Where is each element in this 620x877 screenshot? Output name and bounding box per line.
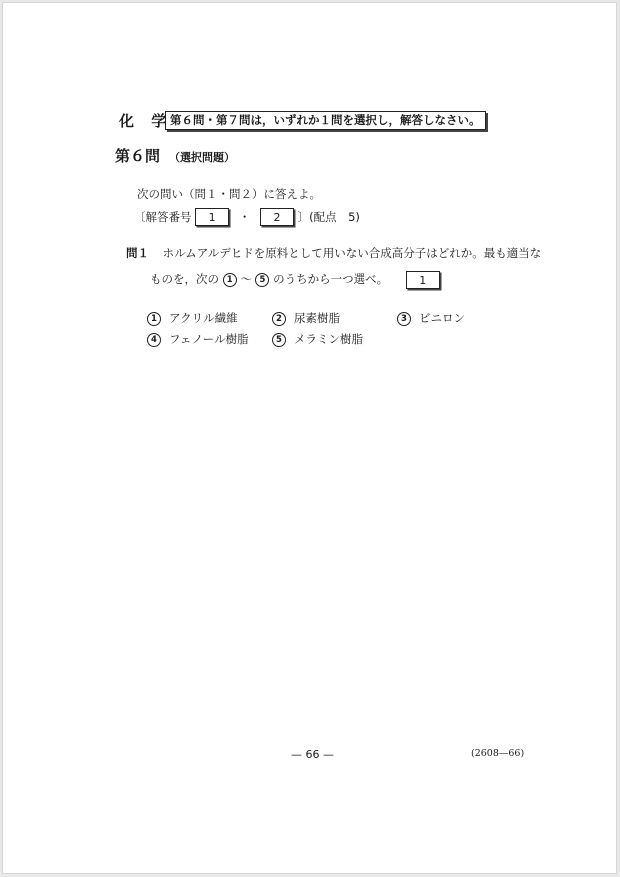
question-1-answer-box: 1 [406, 271, 440, 289]
question-1-text: ホルムアルデヒドを原料として用いない合成高分子はどれか。最も適当な [162, 246, 542, 260]
question-6-title: 第６問 [115, 147, 161, 165]
choice-2 [272, 310, 340, 326]
circled-number-icon: 3 [397, 312, 411, 326]
circled-number-icon: 1 [147, 312, 161, 326]
range-separator: 〜 [240, 272, 252, 286]
choice-label: フェノール樹脂 [169, 332, 249, 346]
answer-box-2: 2 [260, 208, 294, 226]
choice-label: メラミン樹脂 [294, 332, 363, 346]
selection-instruction-box: 第６問・第７問は，いずれか１問を選択し，解答しなさい。 [165, 111, 486, 130]
choice-label: ビニロン [419, 311, 465, 325]
question-6-intro: 次の問い（問１・問２）に答えよ。 [137, 187, 321, 201]
question-1-line-2 [150, 269, 440, 289]
choice-label: 尿素樹脂 [294, 311, 340, 325]
circled-number-1-icon: 1 [223, 273, 237, 287]
question-6-subtitle: （選択問題） [169, 151, 235, 164]
subject-heading: 化 学 [119, 112, 173, 130]
circled-number-icon: 5 [272, 333, 286, 347]
choice-label: アクリル繊維 [169, 311, 238, 325]
question-1-label: 問１ [126, 246, 149, 260]
exam-page [2, 2, 617, 874]
question-1-text-pre: ものを，次の [150, 272, 219, 286]
circled-number-icon: 2 [272, 312, 286, 326]
choice-4 [147, 331, 249, 347]
answer-separator: ・ [238, 209, 251, 224]
circled-number-5-icon: 5 [255, 273, 269, 287]
answer-number-suffix: 〕(配点 5) [297, 209, 360, 224]
answer-number-row [134, 206, 360, 226]
choice-1 [147, 310, 238, 326]
question-1-text-post: のうちから一つ選べ。 [273, 272, 389, 286]
page-number: — 66 — [291, 748, 334, 761]
document-code: (2608—66) [471, 748, 525, 759]
choice-5 [272, 331, 363, 347]
question-1-line-1 [126, 245, 541, 261]
answer-box-1: 1 [195, 208, 229, 226]
choice-3 [397, 310, 465, 326]
answer-number-prefix: 〔解答番号 [134, 209, 192, 224]
circled-number-icon: 4 [147, 333, 161, 347]
